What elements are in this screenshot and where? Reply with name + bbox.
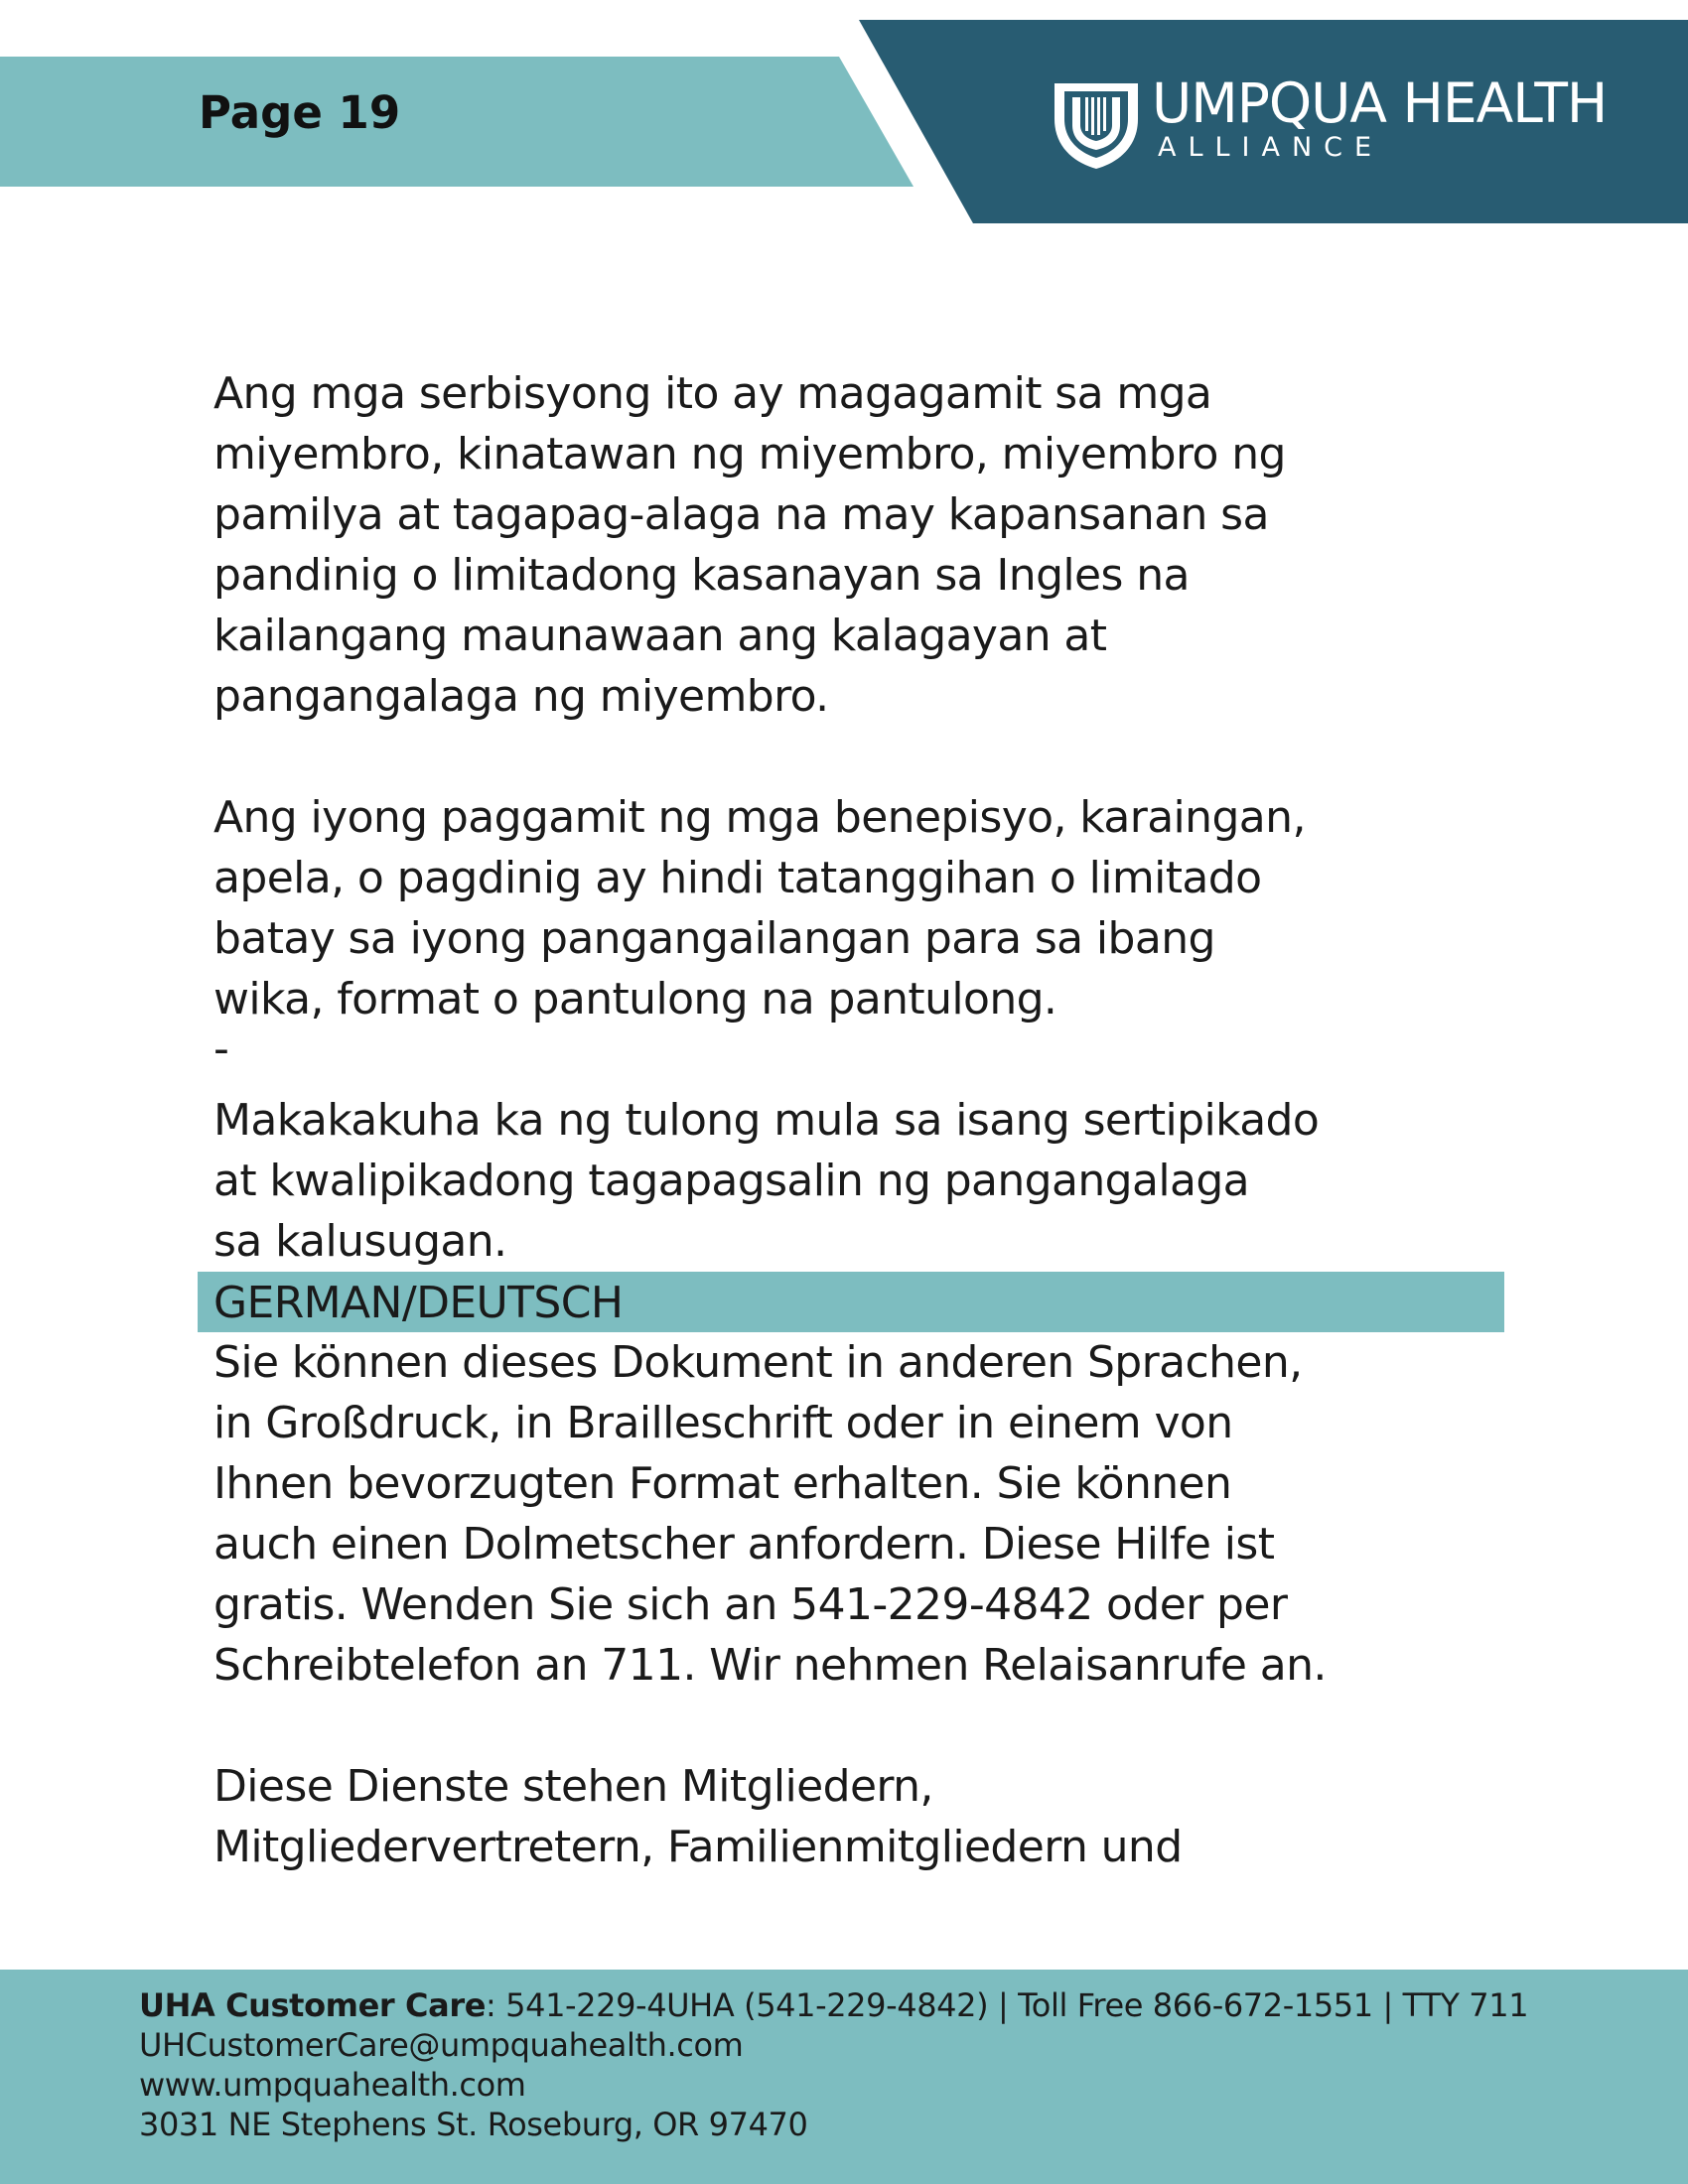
text-line: Schreibtelefon an 711. Wir nehmen Relaisanrufe an. [213, 1640, 1327, 1691]
header-band [0, 57, 914, 187]
text-line: at kwalipikadong tagapagsalin ng pangangalaga [213, 1156, 1250, 1206]
text-line: pangangalaga ng miyembro. [213, 671, 829, 722]
footer [0, 1970, 1688, 2184]
customer-care-label: UHA Customer Care [139, 1986, 486, 2024]
logo-name: UMPQUA HEALTH [1152, 71, 1608, 135]
umpqua-shield-logo-icon [1049, 75, 1144, 171]
page-number: Page 19 [199, 86, 401, 139]
text-line: Ang mga serbisyong ito ay magagamit sa mga [213, 368, 1212, 419]
dash-separator: - [213, 1024, 229, 1074]
text-line: pandinig o limitadong kasanayan sa Ingles na [213, 550, 1190, 601]
text-line: Ang iyong paggamit ng mga benepisyo, karaingan, [213, 792, 1306, 843]
footer-website[interactable]: www.umpquahealth.com [139, 2066, 526, 2104]
footer-contact-block [139, 1985, 1528, 2144]
text-line: pamilya at tagapag-alaga na may kapansanan sa [213, 489, 1269, 540]
logo-subtitle: ALLIANCE [1158, 132, 1384, 163]
paragraph-gap [213, 727, 1494, 787]
footer-address: 3031 NE Stephens St. Roseburg, OR 97470 [139, 2106, 808, 2143]
text-line: miyembro, kinatawan ng miyembro, miyembro ng [213, 429, 1286, 479]
customer-care-details: : 541-229-4UHA (541-229-4842) | Toll Free 866-672-1551 | TTY 711 [486, 1986, 1529, 2024]
text-line: gratis. Wenden Sie sich an 541-229-4842 oder per [213, 1579, 1288, 1630]
text-line: Makakakuha ka ng tulong mula sa isang sertipikado [213, 1095, 1320, 1146]
section-heading-german: GERMAN/DEUTSCH [198, 1272, 1504, 1332]
text-line: kailangang maunawaan ang kalagayan at [213, 611, 1107, 661]
text-line: wika, format o pantulong na pantulong. [213, 974, 1057, 1024]
document-body [213, 363, 1494, 1877]
text-line: Mitgliedervertretern, Familienmitgliedern und [213, 1822, 1183, 1872]
footer-email[interactable]: UHCustomerCare@umpquahealth.com [139, 2026, 744, 2064]
text-line: Sie können dieses Dokument in anderen Sprachen, [213, 1337, 1303, 1388]
german-paragraph-2 [213, 1756, 1494, 1877]
text-line: apela, o pagdinig ay hindi tatanggihan o limitado [213, 853, 1262, 903]
tagalog-paragraph-2 [213, 787, 1494, 1029]
paragraph-gap [213, 1696, 1494, 1756]
tagalog-paragraph-1 [213, 363, 1494, 727]
text-line: batay sa iyong pangangailangan para sa ibang [213, 913, 1215, 964]
text-line: Diese Dienste stehen Mitgliedern, [213, 1761, 933, 1812]
text-line: in Großdruck, in Brailleschrift oder in einem von [213, 1398, 1233, 1448]
text-line: auch einen Dolmetscher anfordern. Diese Hilfe ist [213, 1519, 1275, 1570]
text-line: Ihnen bevorzugten Format erhalten. Sie können [213, 1458, 1232, 1509]
tagalog-paragraph-3 [213, 1090, 1494, 1272]
text-line: sa kalusugan. [213, 1216, 507, 1267]
umpqua-health-logo [1049, 71, 1634, 171]
customer-care-line [139, 1985, 1528, 2025]
german-paragraph-1 [213, 1332, 1494, 1696]
